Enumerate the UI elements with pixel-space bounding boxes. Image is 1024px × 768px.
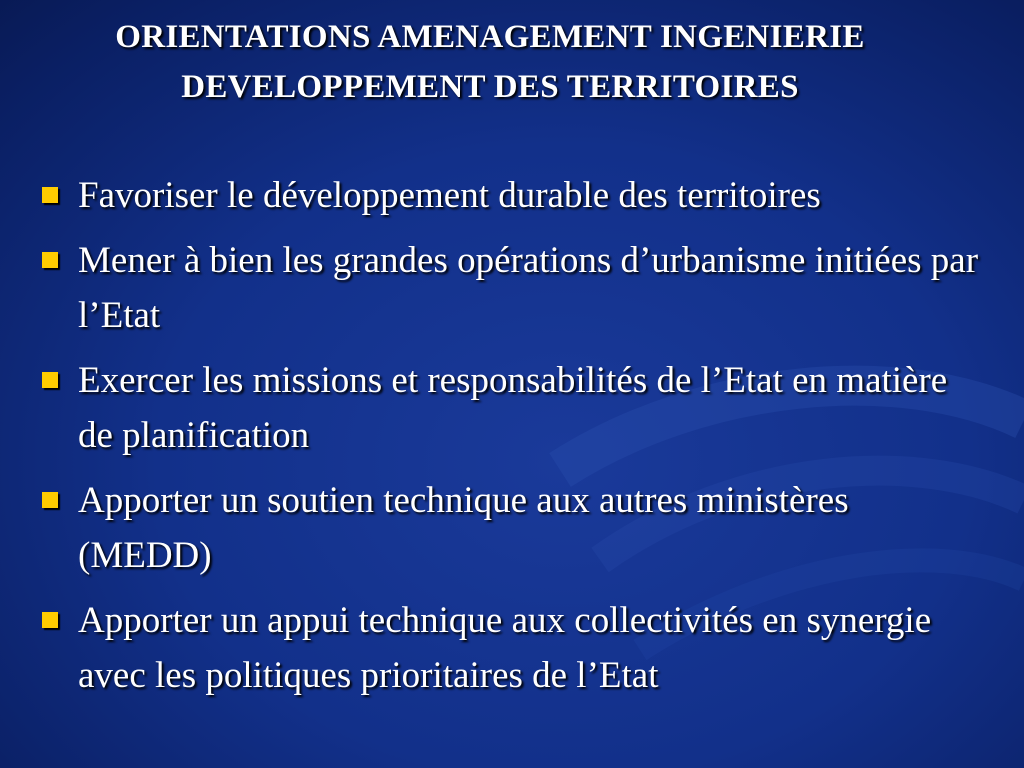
- square-bullet-icon: [42, 492, 58, 508]
- bullet-item: [40, 473, 980, 583]
- bullet-text: Exercer les missions et responsabilités de l’Etat en matière de planification: [78, 360, 948, 456]
- square-bullet-icon: [42, 372, 58, 388]
- bullet-item: [40, 168, 980, 223]
- bullet-text: Apporter un soutien technique aux autres ministères (MEDD): [78, 480, 849, 576]
- square-bullet-icon: [42, 612, 58, 628]
- slide-title: ORIENTATIONS AMENAGEMENT INGENIERIE DEVELOPPEMENT DES TERRITOIRES: [115, 19, 865, 105]
- bullet-text: Mener à bien les grandes opérations d’urbanisme initiées par l’Etat: [78, 240, 979, 336]
- bullet-item: [40, 593, 980, 703]
- bullet-item: [40, 353, 980, 463]
- bullet-text: Apporter un appui technique aux collectivités en synergie avec les politiques prioritaires de l’Etat: [78, 600, 932, 696]
- bullet-item: [40, 233, 980, 343]
- bullet-text: Favoriser le développement durable des territoires: [78, 175, 821, 216]
- square-bullet-icon: [42, 252, 58, 268]
- square-bullet-icon: [42, 187, 58, 203]
- bullet-list: [40, 168, 980, 713]
